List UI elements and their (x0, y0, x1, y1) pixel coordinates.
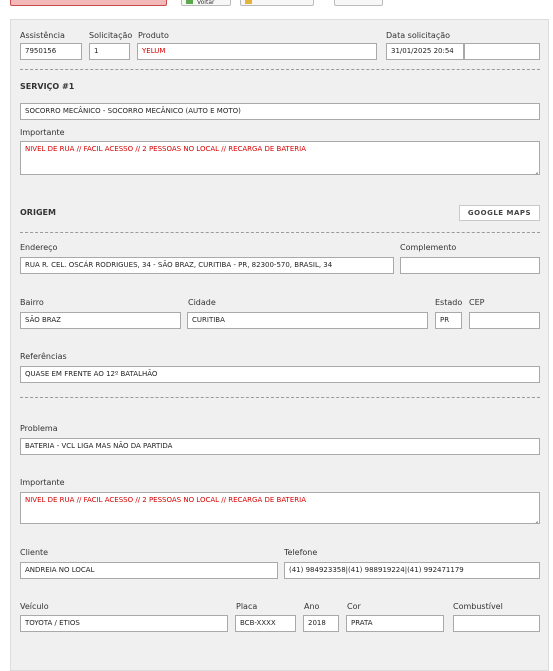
toolbar-folder-button[interactable] (240, 0, 314, 6)
telefone-label: Telefone (284, 548, 318, 557)
placa-label: Placa (236, 602, 258, 611)
servico-title: SERVIÇO #1 (20, 82, 75, 91)
divider (20, 397, 540, 398)
placa-field[interactable]: BCB-XXXX (235, 615, 296, 632)
endereco-label: Endereço (20, 243, 58, 252)
complemento-label: Complemento (400, 243, 457, 252)
cidade-label: Cidade (188, 298, 216, 307)
toolbar-red-button[interactable] (10, 0, 167, 6)
resize-grip-icon[interactable] (531, 166, 538, 173)
data-solicitacao-label: Data solicitação (386, 31, 451, 40)
toolbar (0, 0, 553, 14)
problema-importante-textarea[interactable] (20, 492, 540, 524)
data-solicitacao-field[interactable]: 31/01/2025 20:54 (386, 43, 464, 60)
cep-field[interactable] (469, 312, 540, 329)
data-solicitacao-extra-field[interactable] (464, 43, 540, 60)
complemento-field[interactable] (400, 257, 540, 274)
cor-label: Cor (347, 602, 361, 611)
veiculo-field[interactable]: TOYOTA / ETIOS (20, 615, 228, 632)
problema-label: Problema (20, 424, 58, 433)
folder-icon (245, 0, 252, 4)
veiculo-label: Veículo (20, 602, 49, 611)
origem-title: ORIGEM (20, 208, 56, 217)
back-button-label: Voltar (197, 0, 215, 6)
cor-field[interactable]: PRATA (346, 615, 444, 632)
divider (20, 69, 540, 70)
servico-importante-label: Importante (20, 128, 65, 137)
assistencia-field[interactable]: 7950156 (20, 43, 82, 60)
cep-label: CEP (469, 298, 485, 307)
servico-field[interactable]: SOCORRO MECÂNICO - SOCORRO MECÂNICO (AUTO E MOTO) (20, 103, 540, 120)
referencias-label: Referências (20, 352, 67, 361)
combustivel-label: Combustível (453, 602, 503, 611)
servico-importante-text: NIVEL DE RUA // FACIL ACESSO // 2 PESSOAS NO LOCAL // RECARGA DE BATERIA (25, 145, 306, 153)
produto-label: Produto (138, 31, 169, 40)
solicitacao-label: Solicitação (89, 31, 133, 40)
assistencia-label: Assistência (20, 31, 65, 40)
solicitacao-field[interactable]: 1 (89, 43, 130, 60)
telefone-field[interactable]: (41) 984923358|(41) 988919224|(41) 992471179 (284, 562, 540, 579)
cidade-field[interactable]: CURITIBA (187, 312, 428, 329)
produto-field[interactable]: YELUM (137, 43, 377, 60)
endereco-field[interactable]: RUA R. CEL. OSCÁR RODRIGUES, 34 - SÃO BRAZ, CURITIBA - PR, 82300-570, BRASIL, 34 (20, 257, 394, 274)
estado-field[interactable]: PR (435, 312, 462, 329)
referencias-field[interactable]: QUASE EM FRENTE AO 12º BATALHÃO (20, 366, 540, 383)
bairro-field[interactable]: SÃO BRAZ (20, 312, 181, 329)
problema-importante-text: NIVEL DE RUA // FACIL ACESSO // 2 PESSOAS NO LOCAL // RECARGA DE BATERIA (25, 496, 306, 504)
problema-importante-label: Importante (20, 478, 65, 487)
cliente-field[interactable]: ANDREIA NO LOCAL (20, 562, 278, 579)
back-button[interactable] (181, 0, 231, 6)
bairro-label: Bairro (20, 298, 44, 307)
resize-grip-icon[interactable] (531, 515, 538, 522)
toolbar-plain-button[interactable] (334, 0, 383, 6)
servico-importante-textarea[interactable] (20, 141, 540, 175)
service-form-panel (10, 19, 549, 671)
back-icon (186, 0, 193, 4)
cliente-label: Cliente (20, 548, 49, 557)
combustivel-field[interactable] (453, 615, 540, 632)
google-maps-button[interactable]: GOOGLE MAPS (459, 205, 540, 221)
estado-label: Estado (435, 298, 463, 307)
divider (20, 232, 540, 233)
ano-field[interactable]: 2018 (303, 615, 339, 632)
problema-field[interactable]: BATERIA - VCL LIGA MAS NÃO DA PARTIDA (20, 438, 540, 455)
ano-label: Ano (304, 602, 320, 611)
